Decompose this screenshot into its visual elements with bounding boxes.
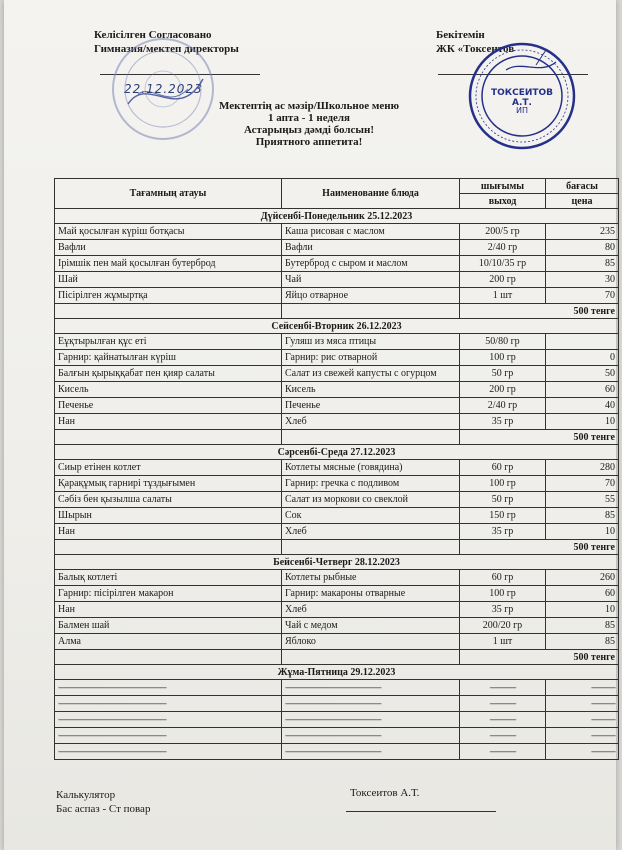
table-row <box>55 508 619 524</box>
dish-output: ------------- <box>460 680 546 696</box>
dish-name-kz: ------------------------------------------------------ <box>55 680 282 696</box>
dish-price: 80 <box>546 240 619 256</box>
dish-output: 35 гр <box>460 524 546 540</box>
table-row <box>55 240 619 256</box>
footer-right-name: Токсеитов А.Т. <box>350 787 420 799</box>
day-total: 500 тенге <box>460 304 619 319</box>
dish-price: 85 <box>546 634 619 650</box>
table-row <box>55 414 619 430</box>
table-row <box>55 350 619 366</box>
dish-name-ru: ------------------------------------------------ <box>282 680 460 696</box>
table-row <box>55 602 619 618</box>
table-row <box>55 712 619 728</box>
total-blank-kz <box>55 304 282 319</box>
director-signature-date: 22.12.2023 <box>124 82 203 96</box>
dish-name-kz: Гарнир: пісірілген макарон <box>55 586 282 602</box>
dish-price: 85 <box>546 508 619 524</box>
day-header-row <box>55 209 619 224</box>
dish-name-ru: Чай <box>282 272 460 288</box>
dish-output: 200/5 гр <box>460 224 546 240</box>
dish-output: 200/20 гр <box>460 618 546 634</box>
dish-name-kz: Балғын қырыққабат пен қияр салаты <box>55 366 282 382</box>
dish-price: 85 <box>546 256 619 272</box>
dish-name-ru: Гарнир: макароны отварные <box>282 586 460 602</box>
approval-line-1: Келісілген Согласовано <box>94 29 212 41</box>
total-blank-ru <box>282 650 460 665</box>
dish-output: 35 гр <box>460 414 546 430</box>
dish-name-ru: ------------------------------------------------ <box>282 696 460 712</box>
dish-price: 10 <box>546 524 619 540</box>
table-row <box>55 366 619 382</box>
dish-output: ------------- <box>460 696 546 712</box>
table-row <box>55 256 619 272</box>
day-total-row <box>55 304 619 319</box>
approval-line-2: Гимназия/мектеп директоры <box>94 43 239 55</box>
dish-name-kz: Нан <box>55 602 282 618</box>
dish-name-kz: Нан <box>55 414 282 430</box>
dish-name-kz: ------------------------------------------------------ <box>55 696 282 712</box>
day-title: Дүйсенбі-Понедельник 25.12.2023 <box>55 209 619 224</box>
footer-left <box>56 788 150 816</box>
footer-signature-line <box>346 811 496 812</box>
dish-price: 280 <box>546 460 619 476</box>
day-title: Сәрсенбі-Среда 27.12.2023 <box>55 445 619 460</box>
dish-price: 235 <box>546 224 619 240</box>
day-total: 500 тенге <box>460 430 619 445</box>
dish-price: 260 <box>546 570 619 586</box>
dish-output: 100 гр <box>460 350 546 366</box>
dish-price: 55 <box>546 492 619 508</box>
dish-price: 0 <box>546 350 619 366</box>
dish-output: 1 шт <box>460 634 546 650</box>
dish-name-ru: Каша рисовая с маслом <box>282 224 460 240</box>
dish-name-ru: Салат из моркови со свеклой <box>282 492 460 508</box>
table-row <box>55 272 619 288</box>
dish-output: 200 гр <box>460 272 546 288</box>
total-blank-ru <box>282 430 460 445</box>
dish-output: 100 гр <box>460 476 546 492</box>
table-row <box>55 476 619 492</box>
total-blank-kz <box>55 650 282 665</box>
dish-name-ru: Сок <box>282 508 460 524</box>
dish-price: ------------ <box>546 744 619 760</box>
dish-price: 70 <box>546 288 619 304</box>
footer-calculator: Калькулятор <box>56 789 116 801</box>
dish-price: ------------ <box>546 728 619 744</box>
table-row <box>55 524 619 540</box>
dish-name-ru: Гарнир: гречка с подливом <box>282 476 460 492</box>
dish-name-ru: Хлеб <box>282 524 460 540</box>
dish-output: 35 гр <box>460 602 546 618</box>
dish-price: 30 <box>546 272 619 288</box>
dish-output: 60 гр <box>460 460 546 476</box>
col-header-ru: Наименование блюда <box>282 179 460 209</box>
day-total: 500 тенге <box>460 650 619 665</box>
dish-output: ------------- <box>460 712 546 728</box>
table-row <box>55 696 619 712</box>
dish-name-ru: Котлеты рыбные <box>282 570 460 586</box>
col-header-kz: Тағамның атауы <box>55 179 282 209</box>
table-row <box>55 492 619 508</box>
confirmation-line-1: Бекітемін <box>436 29 485 41</box>
dish-name-kz: Қарақұмық гарнирі тұздығымен <box>55 476 282 492</box>
dish-name-ru: Печенье <box>282 398 460 414</box>
menu-sheet <box>4 0 616 850</box>
dish-price: ------------ <box>546 696 619 712</box>
col-header-price-ru: цена <box>546 194 619 209</box>
table-row <box>55 460 619 476</box>
dish-name-kz: ------------------------------------------------------ <box>55 744 282 760</box>
table-row <box>55 288 619 304</box>
dish-price: 60 <box>546 382 619 398</box>
total-blank-kz <box>55 540 282 555</box>
day-total-row <box>55 650 619 665</box>
dish-price: 40 <box>546 398 619 414</box>
day-header-row <box>55 665 619 680</box>
dish-name-kz: Пісірілген жұмыртқа <box>55 288 282 304</box>
dish-output: 1 шт <box>460 288 546 304</box>
dish-name-kz: Печенье <box>55 398 282 414</box>
dish-name-ru: Яблоко <box>282 634 460 650</box>
dish-price: 60 <box>546 586 619 602</box>
table-row <box>55 728 619 744</box>
title-line-1: Мектептің ас мәзір/Школьное меню <box>219 100 399 112</box>
dish-name-kz: Балық котлеті <box>55 570 282 586</box>
table-row <box>55 634 619 650</box>
day-title: Жұма-Пятница 29.12.2023 <box>55 665 619 680</box>
dish-name-kz: Нан <box>55 524 282 540</box>
col-header-price-kz: бағасы <box>546 179 619 194</box>
dish-name-kz: Балмен шай <box>55 618 282 634</box>
stamp-type: ИП <box>516 106 528 115</box>
dish-name-kz: Май қосылған күріш ботқасы <box>55 224 282 240</box>
dish-name-kz: ------------------------------------------------------ <box>55 728 282 744</box>
dish-price: 70 <box>546 476 619 492</box>
dish-output: 50 гр <box>460 366 546 382</box>
menu-table <box>54 178 619 760</box>
dish-name-ru: Бутерброд с сыром и маслом <box>282 256 460 272</box>
day-total-row <box>55 430 619 445</box>
dish-output: 150 гр <box>460 508 546 524</box>
dish-price: ------------ <box>546 680 619 696</box>
total-blank-ru <box>282 540 460 555</box>
dish-output: 50 гр <box>460 492 546 508</box>
table-row <box>55 680 619 696</box>
day-header-row <box>55 555 619 570</box>
dish-name-kz: Еұқтырылған құс еті <box>55 334 282 350</box>
dish-name-ru: ------------------------------------------------ <box>282 728 460 744</box>
dish-output: 2/40 гр <box>460 240 546 256</box>
dish-name-kz: Кисель <box>55 382 282 398</box>
dish-price: 50 <box>546 366 619 382</box>
dish-name-ru: Гуляш из мяса птицы <box>282 334 460 350</box>
day-total-row <box>55 540 619 555</box>
table-row <box>55 586 619 602</box>
dish-name-kz: Сәбіз бен қызылша салаты <box>55 492 282 508</box>
dish-name-ru: ------------------------------------------------ <box>282 712 460 728</box>
day-header-row <box>55 319 619 334</box>
confirmation-line-2: ЖК «Токсентов <box>436 43 515 55</box>
table-row <box>55 744 619 760</box>
dish-name-ru: Кисель <box>282 382 460 398</box>
table-row <box>55 618 619 634</box>
table-row <box>55 382 619 398</box>
dish-name-ru: Чай с медом <box>282 618 460 634</box>
dish-name-ru: Яйцо отварное <box>282 288 460 304</box>
dish-name-kz: Ірімшік пен май қосылған бутерброд <box>55 256 282 272</box>
dish-name-kz: Вафли <box>55 240 282 256</box>
dish-output: 100 гр <box>460 586 546 602</box>
dish-name-ru: Вафли <box>282 240 460 256</box>
dish-output: 2/40 гр <box>460 398 546 414</box>
dish-name-ru: ------------------------------------------------ <box>282 744 460 760</box>
title-line-2: 1 апта - 1 неделя <box>267 112 351 124</box>
menu-title <box>4 100 616 148</box>
dish-name-kz: Шай <box>55 272 282 288</box>
dish-price: 85 <box>546 618 619 634</box>
dish-name-kz: Алма <box>55 634 282 650</box>
dish-name-ru: Салат из свежей капусты с огурцом <box>282 366 460 382</box>
dish-price: 10 <box>546 602 619 618</box>
title-line-4: Приятного аппетита! <box>255 136 363 148</box>
dish-output: 200 гр <box>460 382 546 398</box>
dish-output: 50/80 гр <box>460 334 546 350</box>
dish-name-kz: Шырын <box>55 508 282 524</box>
dish-name-ru: Хлеб <box>282 602 460 618</box>
dish-output: 10/10/35 гр <box>460 256 546 272</box>
dish-name-kz: Гарнир: қайнатылған күріш <box>55 350 282 366</box>
table-row <box>55 570 619 586</box>
dish-price: ------------ <box>546 712 619 728</box>
day-title: Сейсенбі-Вторник 26.12.2023 <box>55 319 619 334</box>
stamp-name: ТОКСЕИТОВ А.Т. <box>490 88 554 108</box>
day-header-row <box>55 445 619 460</box>
table-row <box>55 334 619 350</box>
table-row <box>55 224 619 240</box>
dish-output: ------------- <box>460 728 546 744</box>
dish-price <box>546 334 619 350</box>
dish-output: 60 гр <box>460 570 546 586</box>
dish-name-ru: Котлеты мясные (говядина) <box>282 460 460 476</box>
total-blank-kz <box>55 430 282 445</box>
title-line-3: Астарыңыз дәмді болсын! <box>243 124 375 136</box>
dish-name-ru: Хлеб <box>282 414 460 430</box>
dish-name-kz: ------------------------------------------------------ <box>55 712 282 728</box>
footer-chef: Бас аспаз - Ст повар <box>56 803 151 815</box>
dish-output: ------------- <box>460 744 546 760</box>
col-header-out-ru: выход <box>460 194 546 209</box>
dish-name-ru: Гарнир: рис отварной <box>282 350 460 366</box>
dish-price: 10 <box>546 414 619 430</box>
total-blank-ru <box>282 304 460 319</box>
table-row <box>55 398 619 414</box>
dish-name-kz: Сиыр етінен котлет <box>55 460 282 476</box>
day-title: Бейсенбі-Четверг 28.12.2023 <box>55 555 619 570</box>
col-header-out-kz: шығымы <box>460 179 546 194</box>
day-total: 500 тенге <box>460 540 619 555</box>
